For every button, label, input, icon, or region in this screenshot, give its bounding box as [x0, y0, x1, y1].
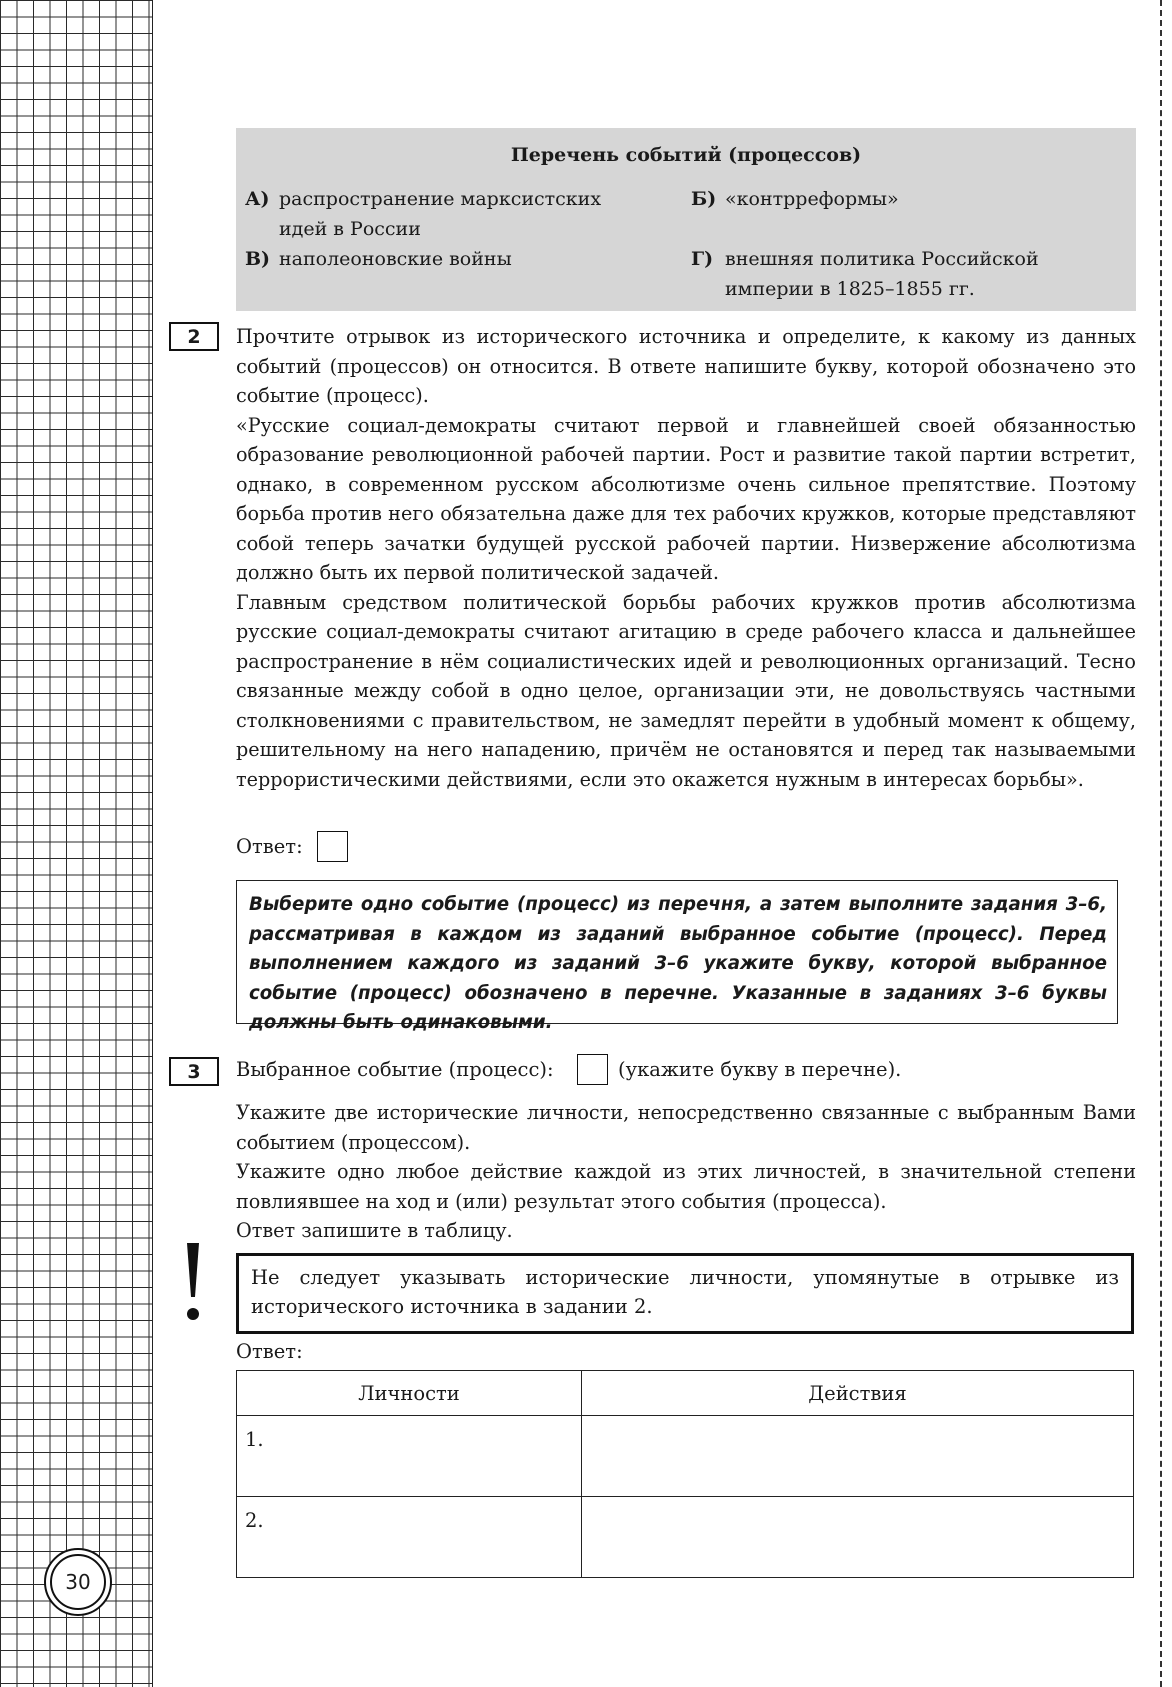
events-list-title: Перечень событий (процессов) — [510, 144, 862, 166]
task2-quote: «Русские социал-демократы считают первой и главнейшей своей обязанностью образование революционной рабочей партии. Рост и развитие такой партии встретит, однако, в современном русском абсолютизме очень сильное препятствие. Поэтому борьба против него обязательна даже для тех рабочих кружков, которые представляют собой теперь зачатки будущей русской рабочей партии. Низвержение абсолютизма должно быть их первой политической задачей. — [236, 413, 1136, 584]
task-number: 2 — [169, 322, 219, 351]
table-cell[interactable]: 1. — [237, 1416, 582, 1497]
answer-label: Ответ: — [236, 1340, 303, 1363]
page-number: 30 — [44, 1548, 112, 1616]
answer-table — [236, 1370, 1134, 1578]
event-item: Б) «контрреформы» — [691, 188, 899, 210]
task2-quote: Главным средством политической борьбы рабочих кружков против абсолютизма русские социал-демократы считают агитацию в среде рабочего класса и дальнейшее распространение в нём социалистических идей и революционных организаций. Тесно связанные между собой в одно целое, организации эти, не довольствуясь частными столкновениями с правительством, не замедлят перейти в удобный момент к общему, решительному на него нападению, причём не остановятся и перед так называемыми террористическими действиями, если это окажется нужным в интересах борьбы». — [236, 590, 1136, 791]
task2-instruction: Прочтите отрывок из исторического источника и определите, к какому из данных событий (процессов) он относится. В ответе напишите букву, которой обозначено это событие (процесс). — [236, 325, 1136, 407]
table-row — [237, 1497, 1134, 1578]
task2-text — [236, 322, 1136, 794]
events-list — [236, 128, 1136, 311]
table-header-row — [237, 1371, 1134, 1416]
margin-grid — [0, 0, 153, 1687]
cut-line — [1160, 0, 1162, 1687]
task-number: 3 — [169, 1057, 219, 1086]
event-item: В) наполеоновские войны — [245, 248, 512, 270]
exclamation-icon — [186, 1243, 200, 1321]
warning-box: Не следует указывать исторические личности, упомянутые в отрывке из исторического источника в задании 2. — [236, 1253, 1134, 1334]
event-item: А) распространение марксистских идей в России — [245, 188, 602, 240]
instruction-note: Выберите одно событие (процесс) из перечня, а затем выполните задания 3–6, рассматривая в каждом из заданий выбранное событие (процесс). Перед выполнением каждого из заданий 3–6 укажите букву, которой выбранное событие (процесс) обозначено в перечне. Указанные в заданиях 3–6 буквы должны быть одинаковыми. — [236, 880, 1118, 1024]
answer-box[interactable] — [317, 831, 348, 862]
table-cell[interactable] — [582, 1416, 1134, 1497]
table-cell[interactable] — [582, 1497, 1134, 1578]
selected-event-hint: (укажите букву в перечне). — [618, 1058, 902, 1081]
table-row — [237, 1416, 1134, 1497]
selected-event-box[interactable] — [577, 1054, 608, 1085]
answer-label: Ответ: — [236, 835, 303, 858]
column-header: Личности — [237, 1371, 582, 1416]
event-item: Г) внешняя политика Российской империи в 1825–1855 гг. — [691, 248, 1039, 300]
task3-text: Укажите две исторические личности, непосредственно связанные с выбранным Вами событием (процессом). Укажите одно любое действие каждой из этих личностей, в значительной степени повлиявшее на ход и (или) результат этого события (процесса). Ответ запишите в таблицу. — [236, 1101, 1136, 1242]
column-header: Действия — [582, 1371, 1134, 1416]
selected-event-label: Выбранное событие (процесс): — [236, 1058, 554, 1081]
table-cell[interactable]: 2. — [237, 1497, 582, 1578]
